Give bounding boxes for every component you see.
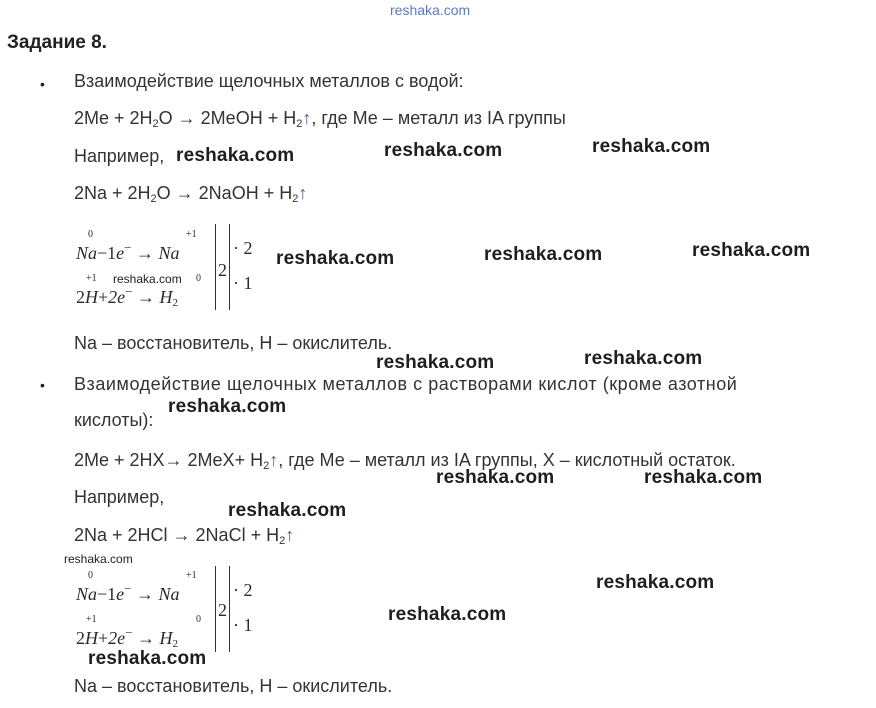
watermark: reshaka.com xyxy=(596,572,715,593)
task-title: Задание 8. xyxy=(7,32,107,53)
multiplier-bottom-2: · 1 xyxy=(233,615,253,635)
watermark: reshaka.com xyxy=(692,240,811,261)
section1-general-equation: $2Me + 2H_2O$ → 2MeOH + $H_2↑$, где Ме – металл из IA группы xyxy=(74,108,566,130)
multiplier-top-1: · 2 xyxy=(233,238,253,258)
bullet-2: • xyxy=(40,377,45,393)
lcm-2: 2 xyxy=(218,600,227,620)
watermark: reshaka.com xyxy=(436,467,555,488)
section1-example-label: Например, xyxy=(74,146,165,166)
watermark: reshaka.com xyxy=(644,467,763,488)
watermark-small: reshaka.com xyxy=(64,552,133,566)
watermark: reshaka.com xyxy=(176,145,295,166)
watermark-top: reshaka.com xyxy=(390,2,471,18)
watermark: reshaka.com xyxy=(88,648,207,669)
oxidation-half-1: Na−1e− → Na xyxy=(76,240,180,263)
oxidation-half-2: Na−1e− → Na xyxy=(76,581,180,604)
section1-example-equation: $2Na + 2H_2O$ → 2NaOH + $H_2↑$ xyxy=(74,183,308,205)
watermark: reshaka.com xyxy=(228,500,347,521)
section2-example-label: Например, xyxy=(74,487,165,507)
multiplier-bottom-1: · 1 xyxy=(233,273,253,293)
lcm-1: 2 xyxy=(218,260,227,280)
watermark: reshaka.com xyxy=(592,136,711,157)
watermark: reshaka.com xyxy=(484,244,603,265)
reduction-half-2: $2H+2e^- \to H_2$ xyxy=(76,625,178,650)
section2-heading-line1: Взаимодействие щелочных металлов с растворами кислот (кроме азотной xyxy=(74,374,738,394)
section1-heading: Взаимодействие щелочных металлов с водой: xyxy=(74,71,464,91)
multiplier-top-2: · 2 xyxy=(233,580,253,600)
section2-conclusion: Na – восстановитель, H – окислитель. xyxy=(74,676,393,696)
reduction-half-1: $2H+2e^- \to H_2$ xyxy=(76,284,178,309)
section1-conclusion: Na – восстановитель, H – окислитель. xyxy=(74,333,393,353)
section2-example-equation: 2Na + 2HCl → 2NaCl + $H_2↑$ xyxy=(74,525,295,547)
watermark: reshaka.com xyxy=(388,604,507,625)
watermark: reshaka.com xyxy=(584,348,703,369)
watermark: reshaka.com xyxy=(276,248,395,269)
bullet-1: • xyxy=(40,76,45,92)
section2-general-equation: $2Me + 2HX\to 2MeX+ H_2↑$, где Ме – металл из IA группы, X – кислотный остаток. xyxy=(74,450,736,472)
section2-heading-line2: кислоты): xyxy=(74,410,154,430)
watermark-small: reshaka.com xyxy=(113,272,182,286)
watermark: reshaka.com xyxy=(376,352,495,373)
watermark: reshaka.com xyxy=(384,140,503,161)
watermark: reshaka.com xyxy=(168,396,287,417)
